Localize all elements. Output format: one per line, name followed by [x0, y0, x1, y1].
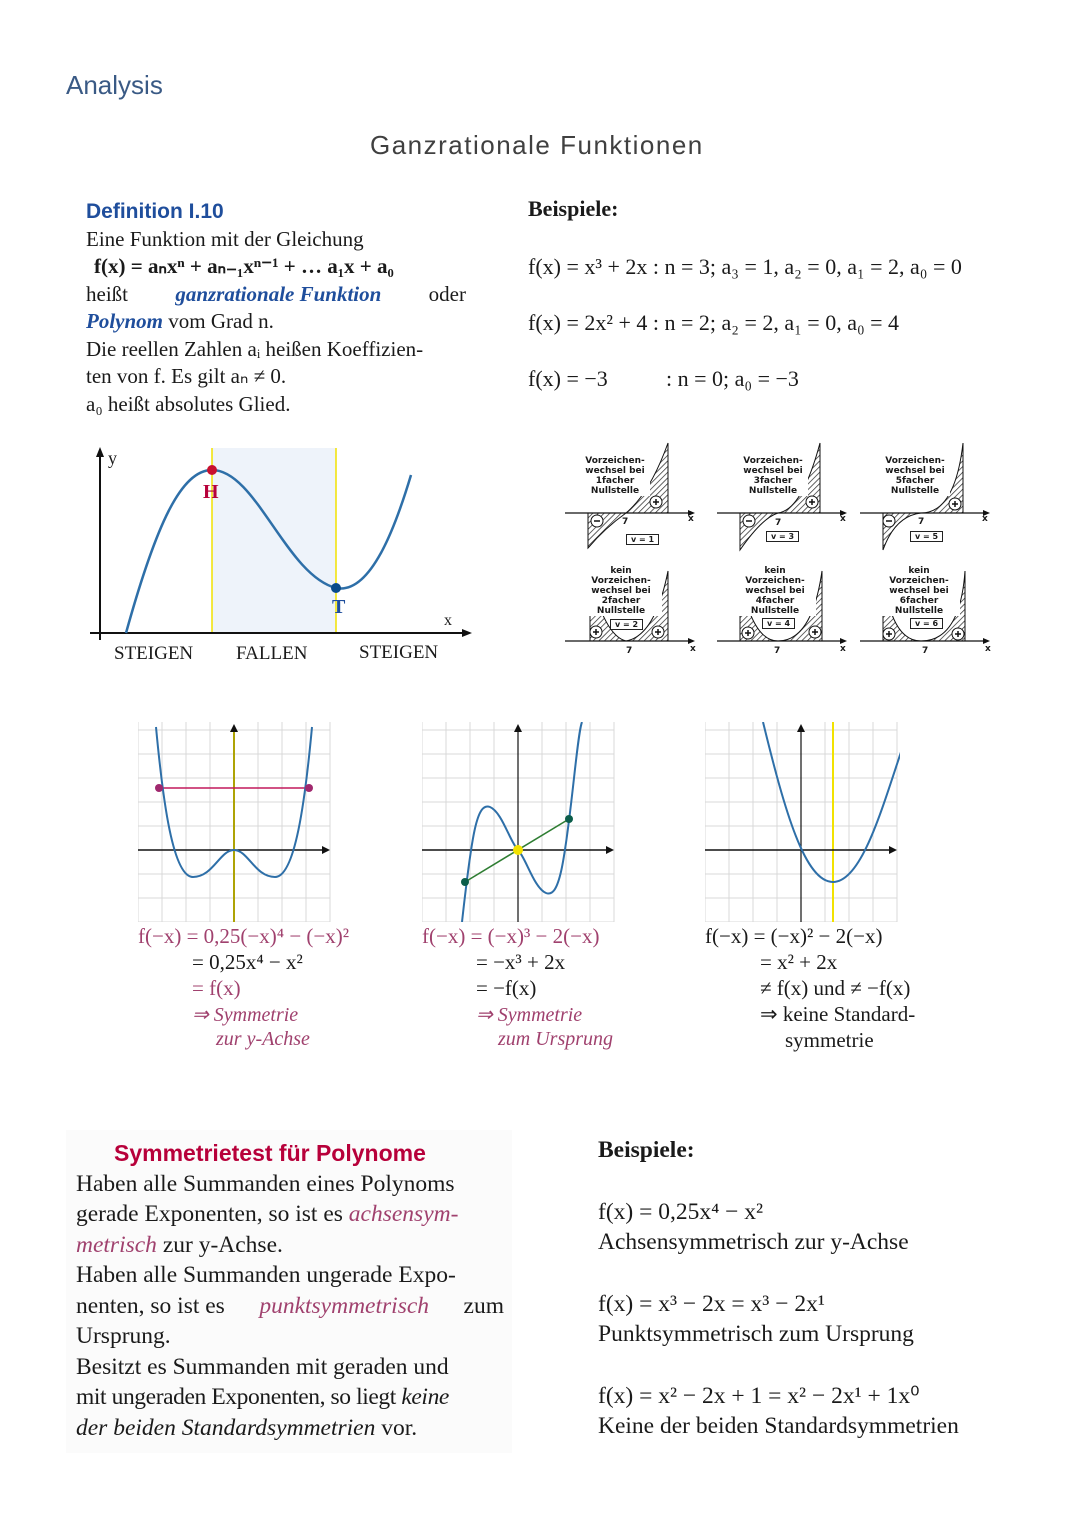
- definition-heading: Definition I.10: [86, 200, 224, 223]
- graph-no-symmetry: [705, 722, 900, 922]
- rule-line: [76, 1413, 504, 1444]
- calc-line: ≠ f(x) und ≠ −f(x): [760, 976, 911, 1000]
- root-mark: 7: [622, 517, 629, 527]
- region-label: FALLEN: [236, 643, 308, 664]
- example-description: Punktsymmetrisch zum Ursprung: [598, 1321, 914, 1347]
- axis-label: x: [840, 644, 846, 654]
- term-standard: der beiden Standardsymmetrien: [76, 1414, 376, 1441]
- term-point-symmetric: punktsymmetrisch: [259, 1292, 430, 1319]
- monotony-svg: [86, 445, 476, 675]
- calc-conclusion: zur y-Achse: [216, 1028, 310, 1050]
- term-ganzrational: ganzrationale Funktion: [175, 281, 382, 306]
- calc-conclusion: zum Ursprung: [498, 1028, 614, 1050]
- panel-label-v6: kein Vorzeichen- wechsel bei 6facher Nullstelle: [878, 566, 960, 616]
- example-equation: f(x) = 0,25x⁴ − x²: [598, 1199, 764, 1225]
- calc-line: f(−x) = 0,25(−x)⁴ − (−x)²: [138, 924, 350, 948]
- graph-even-symmetry: [138, 722, 333, 922]
- example-equation: f(x) = 2x² + 4 : n = 2; a₂ = 2, a₁ = 0, a₀ = 4: [528, 310, 900, 335]
- definition-line: ten von f. Es gilt aₙ ≠ 0.: [86, 364, 287, 388]
- calc-line: = 0,25x⁴ − x²: [192, 950, 303, 974]
- symmetry-test-block: [66, 1130, 512, 1453]
- calc-conclusion: symmetrie: [785, 1028, 874, 1052]
- example-equation: : n = 0; a₀ = −3: [666, 366, 799, 391]
- example-description: Keine der beiden Standardsymmetrien: [598, 1413, 959, 1439]
- calc-line: = f(x): [192, 976, 241, 1000]
- rule-text: vor.: [381, 1414, 418, 1441]
- multiplicity-box: v = 5: [910, 531, 943, 542]
- page-title: Ganzrationale Funktionen: [370, 130, 704, 160]
- min-point: [331, 583, 341, 593]
- root-mark: 7: [774, 646, 781, 656]
- examples-top: [528, 196, 962, 391]
- rule-line: Haben alle Summanden eines Polynoms: [76, 1170, 455, 1197]
- example-equation: f(x) = x³ − 2x = x³ − 2x¹: [598, 1291, 825, 1317]
- definition-text: oder: [428, 281, 466, 306]
- term-polynom: Polynom: [86, 309, 163, 333]
- panel-label-v2: kein Vorzeichen- wechsel bei 2facher Nullstelle: [580, 566, 662, 616]
- rule-text: gerade Exponenten, so ist es: [76, 1201, 343, 1227]
- min-label: T: [332, 596, 346, 618]
- term-axis-symmetric: metrisch: [76, 1231, 157, 1258]
- rule-text: zur y-Achse.: [162, 1231, 283, 1258]
- rule-line: Besitzt es Summanden mit geraden und: [76, 1353, 449, 1380]
- example-description: Achsensymmetrisch zur y-Achse: [598, 1229, 909, 1255]
- calc-line: f(−x) = (−x)³ − 2(−x): [422, 924, 600, 948]
- calc-conclusion: ⇒ keine Standard-: [760, 1002, 916, 1026]
- rule-text: zum: [463, 1292, 504, 1319]
- region-label: STEIGEN: [359, 642, 439, 663]
- rule-line: [76, 1382, 504, 1413]
- example-equation: f(x) = −3: [528, 366, 608, 391]
- definition-line: a₀ heißt absolutes Glied.: [86, 391, 291, 416]
- panel-label-v4: kein Vorzeichen- wechsel bei 4facher Nullstelle: [734, 566, 816, 616]
- section-label: Analysis: [66, 70, 163, 100]
- multiplicity-box: v = 6: [910, 618, 943, 629]
- graph-odd-symmetry: [422, 722, 617, 922]
- root-mark: 7: [626, 646, 633, 656]
- axis-label: x: [982, 514, 988, 524]
- rule-text: nenten, so ist es: [76, 1292, 225, 1319]
- definition-line: [86, 281, 466, 309]
- calc-line: = x² + 2x: [760, 950, 838, 974]
- rule-line: Haben alle Summanden ungerade Expo-: [76, 1262, 456, 1288]
- max-label: H: [203, 481, 219, 503]
- symmetry-test-heading: Symmetrietest für Polynome: [114, 1140, 426, 1166]
- multiplicity-box: v = 1: [626, 534, 659, 545]
- axis-label: x: [690, 644, 696, 654]
- definition-line: Die reellen Zahlen aᵢ heißen Koeffizien-: [86, 336, 424, 361]
- example-equation: f(x) = x³ + 2x : n = 3; a₃ = 1, a₂ = 0, a₁ = 2, a₀ = 0: [528, 254, 962, 279]
- definition-line: Eine Funktion mit der Gleichung: [86, 226, 364, 251]
- panel-label-v1: Vorzeichen- wechsel bei 1facher Nullstelle: [580, 456, 650, 496]
- root-mark: 7: [775, 518, 782, 528]
- definition-text: heißt: [86, 281, 128, 306]
- x-axis-arrow: [462, 629, 472, 637]
- rule-line: Ursprung.: [76, 1323, 171, 1349]
- panel-label-v5: Vorzeichen- wechsel bei 5facher Nullstelle: [880, 456, 950, 496]
- multiplicity-box: v = 2: [610, 619, 643, 630]
- calc-conclusion: ⇒ Symmetrie: [476, 1004, 583, 1026]
- definition-line: [86, 308, 466, 336]
- examples-heading: Beispiele:: [598, 1137, 695, 1163]
- calc-line: = −f(x): [476, 976, 537, 1000]
- axis-label: x: [840, 514, 846, 524]
- max-point: [207, 465, 217, 475]
- root-mark: 7: [922, 646, 929, 656]
- panel-label-v3: Vorzeichen- wechsel bei 3facher Nullstelle: [738, 456, 808, 496]
- rule-text: mit ungeraden Exponenten, so liegt: [76, 1384, 396, 1410]
- rule-line: [76, 1199, 504, 1230]
- example-equation: f(x) = x² − 2x + 1 = x² − 2x¹ + 1x⁰: [598, 1383, 920, 1409]
- rule-line: [76, 1291, 504, 1322]
- y-label: y: [108, 448, 117, 468]
- monotony-graph: [86, 445, 476, 675]
- definition-block: [86, 198, 466, 418]
- multiplicity-box: v = 4: [762, 618, 795, 629]
- examples-bottom: [598, 1135, 959, 1441]
- multiplicity-box: v = 3: [766, 531, 799, 542]
- definition-text: vom Grad n.: [168, 309, 274, 333]
- term-axis-symmetric: achsensym-: [348, 1201, 459, 1227]
- rule-line: [76, 1230, 504, 1261]
- examples-heading: Beispiele:: [528, 196, 619, 221]
- x-label: x: [444, 612, 452, 629]
- axis-label: x: [688, 514, 694, 524]
- zero-panels: [560, 438, 1000, 663]
- y-axis-arrow: [96, 447, 104, 457]
- definition-equation: f(x) = aₙxⁿ + aₙ₋₁xⁿ⁻¹ + … a₁x + a₀: [94, 254, 394, 278]
- axis-label: x: [985, 644, 991, 654]
- region-label: STEIGEN: [114, 643, 194, 664]
- root-mark: 7: [918, 517, 925, 527]
- term-keine: keine: [401, 1384, 449, 1410]
- calc-line: = −x³ + 2x: [476, 950, 566, 974]
- calc-line: f(−x) = (−x)² − 2(−x): [705, 924, 883, 948]
- calc-conclusion: ⇒ Symmetrie: [192, 1004, 299, 1026]
